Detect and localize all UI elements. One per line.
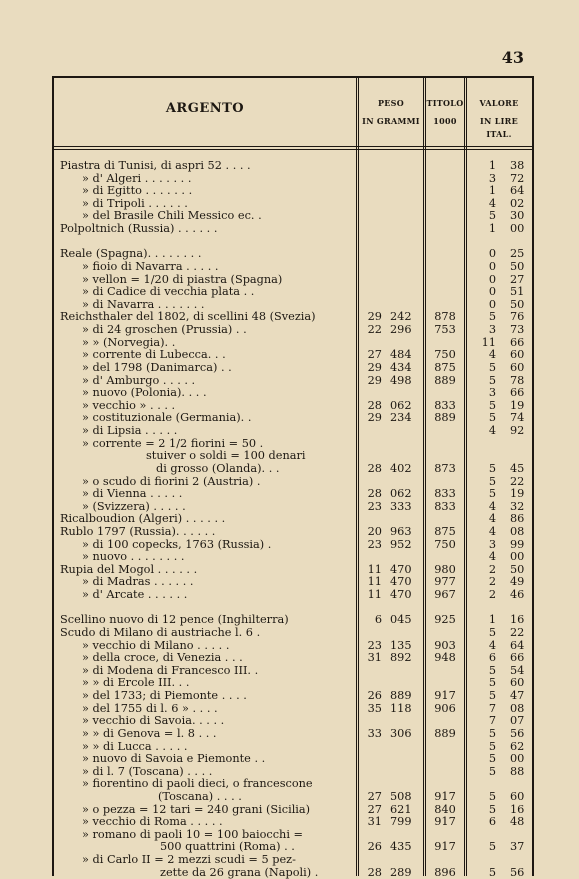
valore-centesimi: 64: [510, 638, 525, 652]
valore-lire-integer: 4: [488, 512, 496, 526]
peso-decimal: 889: [390, 689, 412, 703]
titolo-value: 977: [434, 575, 456, 589]
valore-lire-integer: 1: [488, 613, 496, 627]
valore-centesimi: 60: [510, 360, 525, 374]
titolo-value: 875: [434, 360, 456, 374]
valore-centesimi: 78: [510, 373, 525, 387]
valore-centesimi: 00: [510, 550, 525, 564]
titolo-value: 917: [434, 790, 456, 803]
valore-lire-integer: 5: [488, 676, 496, 690]
table-row: [0, 261, 579, 274]
coin-description: » di Egitto . . . . . . .: [82, 185, 193, 198]
valore-centesimi: 92: [510, 424, 525, 438]
coin-description: Polpoltnich (Russia) . . . . . .: [60, 223, 218, 236]
peso-integer: 28: [367, 398, 382, 412]
peso-integer: 26: [367, 689, 382, 703]
valore-lire-integer: 5: [488, 764, 496, 778]
coin-description: Piastra di Tunisi, di aspri 52 . . . .: [60, 160, 251, 172]
valore-centesimi: 00: [510, 222, 525, 236]
valore-lire-integer: 6: [488, 815, 496, 829]
coin-description: » vellon = 1/20 di piastra (Spagna): [82, 273, 283, 286]
valore-lire-integer: 5: [488, 790, 496, 803]
valore-centesimi: 64: [510, 184, 525, 198]
coin-description: » di Cadice di vecchia plata . .: [82, 286, 255, 299]
coin-description: » di Modena di Francesco III. .: [82, 664, 259, 677]
peso-integer: 27: [367, 790, 382, 803]
table-row: [0, 753, 579, 766]
coin-description: » di Vienna . . . . .: [82, 488, 183, 501]
valore-centesimi: 50: [510, 562, 525, 576]
peso-decimal: 498: [390, 373, 412, 387]
titolo-value: 753: [434, 323, 456, 337]
titolo-value: 878: [434, 310, 456, 324]
valore-centesimi: 50: [510, 259, 525, 273]
peso-decimal: 306: [390, 726, 412, 740]
valore-lire-integer: 5: [488, 398, 496, 412]
header-bottom-rule: [52, 146, 534, 147]
peso-decimal: 434: [390, 360, 412, 374]
valore-lire-integer: 2: [488, 588, 496, 602]
valore-lire-integer: 1: [488, 222, 496, 236]
valore-lire-integer: 0: [488, 285, 496, 299]
coin-description: Scellino nuovo di 12 pence (Inghilterra): [60, 614, 289, 627]
peso-integer: 28: [367, 461, 382, 475]
peso-integer: 27: [367, 802, 382, 816]
coin-description: » » di Ercole III. . .: [82, 677, 190, 690]
peso-integer: 29: [367, 360, 382, 374]
header-valore-line2: IN LIRE ITAL.: [479, 116, 519, 139]
table-row: [0, 551, 579, 564]
valore-lire-integer: 0: [488, 297, 496, 311]
valore-centesimi: 16: [510, 613, 525, 627]
valore-centesimi: 66: [510, 386, 525, 400]
coin-description: » di Carlo II = 2 mezzi scudi = 5 pez-: [82, 854, 296, 867]
table-row: [0, 223, 579, 236]
coin-description: (Toscana) . . . .: [158, 791, 242, 803]
valore-lire-integer: 4: [488, 524, 496, 538]
peso-decimal: 062: [390, 487, 412, 501]
header-titolo-line1: TITOLO: [426, 98, 464, 108]
valore-lire-integer: 0: [488, 259, 496, 273]
valore-lire-integer: 5: [488, 360, 496, 374]
coin-description: zette da 26 grana (Napoli) .: [160, 866, 319, 879]
valore-centesimi: 07: [510, 714, 525, 728]
coin-description: » fioio di Navarra . . . . .: [82, 260, 219, 273]
coin-description: » della croce, di Venezia . . .: [82, 652, 243, 665]
titolo-value: 906: [434, 701, 456, 715]
coin-description: stuiver o soldi = 100 denari: [146, 450, 306, 463]
valore-lire-integer: 5: [488, 411, 496, 425]
table-row: [0, 728, 579, 741]
valore-centesimi: 37: [510, 840, 525, 854]
valore-lire-integer: 5: [488, 752, 496, 766]
table-row: [0, 589, 579, 602]
coin-description: » vecchio di Milano . . . . .: [82, 639, 230, 652]
peso-integer: 20: [367, 524, 382, 538]
valore-lire-integer: 3: [488, 537, 496, 551]
titolo-value: 925: [434, 613, 456, 627]
titolo-value: 896: [434, 865, 456, 879]
valore-lire-integer: 4: [488, 424, 496, 438]
coin-description: Rupia del Mogol . . . . . .: [60, 563, 198, 576]
valore-centesimi: 49: [510, 575, 525, 589]
table-row: [0, 387, 579, 400]
header-peso-line2: IN GRAMMI: [362, 116, 420, 126]
valore-lire-integer: 5: [488, 209, 496, 223]
coin-description: Reale (Spagna). . . . . . . .: [60, 248, 202, 261]
titolo-value: 833: [434, 398, 456, 412]
coin-description: » » di Genova = l. 8 . . .: [82, 727, 217, 740]
coin-description: » di 24 groschen (Prussia) . .: [82, 324, 247, 337]
titolo-value: 750: [434, 537, 456, 551]
coin-description: » di Lipsia . . . . .: [82, 425, 178, 438]
coin-description: » d' Amburgo . . . . .: [82, 374, 196, 387]
peso-decimal: 135: [390, 638, 412, 652]
header-peso-line1: PESO: [377, 98, 405, 108]
table-row: [0, 791, 579, 804]
valore-lire-integer: 4: [488, 499, 496, 513]
valore-lire-integer: 1: [488, 184, 496, 198]
peso-integer: 35: [367, 701, 382, 715]
valore-lire-integer: 3: [488, 386, 496, 400]
peso-decimal: 435: [390, 840, 412, 854]
coin-description: » vecchio di Savoia. . . . .: [82, 715, 225, 728]
table-row: [0, 362, 579, 375]
peso-decimal: 470: [390, 562, 412, 576]
table-row: [0, 438, 579, 451]
valore-lire-integer: 7: [488, 714, 496, 728]
titolo-value: 873: [434, 461, 456, 475]
peso-integer: 11: [367, 562, 382, 576]
table-row: [0, 463, 579, 476]
coin-description: » » (Norvegia). .: [82, 336, 176, 349]
coin-description: » di l. 7 (Toscana) . . . .: [82, 765, 213, 778]
coin-description: Reichsthaler del 1802, di scellini 48 (Svezia): [60, 311, 316, 324]
peso-decimal: 621: [390, 802, 412, 816]
titolo-value: 948: [434, 651, 456, 665]
table-row: [0, 286, 579, 299]
header-titolo: [424, 97, 466, 128]
peso-integer: 28: [367, 487, 382, 501]
peso-integer: 33: [367, 726, 382, 740]
valore-lire-integer: 0: [488, 272, 496, 286]
peso-integer: 28: [367, 865, 382, 879]
table-row: [0, 652, 579, 665]
valore-centesimi: 62: [510, 739, 525, 753]
coin-description: » o pezza = 12 tari = 240 grani (Sicilia): [82, 803, 311, 816]
peso-decimal: 333: [390, 499, 412, 513]
valore-lire-integer: 5: [488, 474, 496, 488]
valore-centesimi: 56: [510, 726, 525, 740]
coin-description: » romano di paoli 10 = 100 baiocchi =: [82, 828, 303, 841]
header-valore-line1: VALORE: [479, 98, 519, 108]
coin-description: » del Brasile Chili Messico ec. .: [82, 210, 262, 223]
peso-decimal: 296: [390, 323, 412, 337]
peso-decimal: 234: [390, 411, 412, 425]
coin-description: » corrente di Lubecca. . .: [82, 349, 226, 362]
peso-integer: 23: [367, 537, 382, 551]
peso-integer: 29: [367, 373, 382, 387]
valore-lire-integer: 5: [488, 865, 496, 879]
peso-decimal: 892: [390, 651, 412, 665]
coin-description: Ricalboudion (Algeri) . . . . . .: [60, 513, 226, 526]
valore-centesimi: 27: [510, 272, 525, 286]
valore-centesimi: 02: [510, 196, 525, 210]
coin-description: » del 1755 di l. 6 » . . . .: [82, 702, 218, 715]
peso-integer: 11: [367, 588, 382, 602]
valore-centesimi: 88: [510, 764, 525, 778]
table-row: [0, 816, 579, 829]
valore-lire-integer: 5: [488, 802, 496, 816]
titolo-value: 833: [434, 499, 456, 513]
peso-integer: 22: [367, 323, 382, 337]
coin-description: » nuovo (Polonia). . . .: [82, 387, 207, 400]
table-row: [0, 425, 579, 438]
coin-description: Rublo 1797 (Russia). . . . . .: [60, 525, 216, 538]
valore-centesimi: 72: [510, 171, 525, 185]
valore-centesimi: 76: [510, 310, 525, 324]
table-row: [0, 324, 579, 337]
peso-decimal: 484: [390, 348, 412, 362]
peso-integer: 6: [374, 613, 382, 627]
coin-description: » del 1733; di Piemonte . . . .: [82, 690, 247, 703]
valore-lire-integer: 3: [488, 171, 496, 185]
peso-decimal: 470: [390, 588, 412, 602]
peso-decimal: 118: [390, 701, 412, 715]
coin-description: » d' Algeri . . . . . . .: [82, 172, 192, 185]
valore-lire-integer: 4: [488, 550, 496, 564]
table-row: [0, 627, 579, 640]
titolo-value: 889: [434, 373, 456, 387]
valore-centesimi: 50: [510, 297, 525, 311]
table-row: [0, 766, 579, 779]
coin-description: » corrente = 2 1/2 fiorini = 50 .: [82, 437, 264, 450]
coin-description: » costituzionale (Germania). .: [82, 412, 252, 425]
table-row: [0, 867, 579, 879]
header-titolo-line2: 1000: [433, 116, 457, 126]
coin-description: » vecchio di Roma . . . . .: [82, 816, 223, 829]
peso-integer: 26: [367, 840, 382, 854]
valore-centesimi: 46: [510, 588, 525, 602]
coin-description: » (Svizzera) . . . . .: [82, 500, 186, 513]
valore-lire-integer: 5: [488, 625, 496, 639]
table-row: [0, 526, 579, 539]
peso-integer: 23: [367, 638, 382, 652]
valore-lire-integer: 5: [488, 310, 496, 324]
valore-centesimi: 38: [510, 159, 525, 172]
titolo-value: 750: [434, 348, 456, 362]
coin-description: » » di Lucca . . . . .: [82, 740, 188, 753]
valore-centesimi: 22: [510, 474, 525, 488]
page-number: 43: [501, 48, 524, 67]
valore-lire-integer: 4: [488, 196, 496, 210]
coin-description: Scudo di Milano di austriache l. 6 .: [60, 626, 261, 639]
coin-description: » di Navarra . . . . . . .: [82, 298, 205, 311]
valore-centesimi: 45: [510, 461, 525, 475]
peso-integer: 31: [367, 651, 382, 665]
titolo-value: 875: [434, 524, 456, 538]
valore-centesimi: 47: [510, 689, 525, 703]
header-peso: [358, 97, 424, 128]
valore-centesimi: 25: [510, 247, 525, 261]
peso-integer: 31: [367, 815, 382, 829]
valore-centesimi: 60: [510, 348, 525, 362]
valore-centesimi: 16: [510, 802, 525, 816]
valore-lire-integer: 0: [488, 247, 496, 261]
coin-description: » fiorentino di paoli dieci, o francescone: [82, 778, 313, 791]
coin-description: » di Tripoli . . . . . .: [82, 197, 188, 210]
valore-centesimi: 19: [510, 398, 525, 412]
titolo-value: 889: [434, 726, 456, 740]
titolo-value: 840: [434, 802, 456, 816]
valore-centesimi: 30: [510, 209, 525, 223]
valore-centesimi: 56: [510, 865, 525, 879]
coin-description: » nuovo di Savoia e Piemonte . .: [82, 753, 266, 766]
valore-centesimi: 08: [510, 524, 525, 538]
peso-decimal: 402: [390, 461, 412, 475]
valore-lire-integer: 4: [488, 638, 496, 652]
titolo-value: 967: [434, 588, 456, 602]
valore-centesimi: 60: [510, 790, 525, 803]
valore-lire-integer: 5: [488, 373, 496, 387]
titolo-value: 980: [434, 562, 456, 576]
peso-integer: 11: [367, 575, 382, 589]
table-row: [0, 488, 579, 501]
coin-description: » vecchio » . . . .: [82, 399, 176, 412]
titolo-value: 833: [434, 487, 456, 501]
peso-decimal: 045: [390, 613, 412, 627]
coin-description: » o scudo di fiorini 2 (Austria) .: [82, 475, 261, 488]
valore-centesimi: 08: [510, 701, 525, 715]
titolo-value: 889: [434, 411, 456, 425]
valore-centesimi: 19: [510, 487, 525, 501]
valore-centesimi: 73: [510, 323, 525, 337]
table-row: [0, 841, 579, 854]
header-valore: [466, 97, 532, 141]
valore-centesimi: 74: [510, 411, 525, 425]
valore-lire-integer: 6: [488, 651, 496, 665]
valore-centesimi: 86: [510, 512, 525, 526]
coin-description: 500 quattrini (Roma) . .: [160, 841, 295, 854]
valore-centesimi: 66: [510, 651, 525, 665]
valore-lire-integer: 5: [488, 487, 496, 501]
valore-lire-integer: 5: [488, 689, 496, 703]
valore-centesimi: 54: [510, 663, 525, 677]
valore-centesimi: 00: [510, 752, 525, 766]
valore-centesimi: 51: [510, 285, 525, 299]
titolo-value: 903: [434, 638, 456, 652]
coin-description: » d' Arcate . . . . . .: [82, 589, 188, 602]
header-bottom-rule-2: [52, 149, 534, 150]
peso-decimal: 470: [390, 575, 412, 589]
valore-lire-integer: 1: [488, 159, 496, 172]
table-row: [0, 690, 579, 703]
coin-description: » di Madras . . . . . .: [82, 576, 194, 589]
coin-description: » di 100 copecks, 1763 (Russia) .: [82, 538, 272, 551]
valore-lire-integer: 5: [488, 461, 496, 475]
coin-description: » del 1798 (Danimarca) . .: [82, 361, 232, 374]
valore-lire-integer: 5: [488, 840, 496, 854]
valore-lire-integer: 5: [488, 663, 496, 677]
titolo-value: 917: [434, 815, 456, 829]
peso-integer: 29: [367, 310, 382, 324]
table-row: [0, 854, 579, 867]
coin-description: » nuovo . . . . . . . .: [82, 551, 185, 564]
valore-lire-integer: 2: [488, 562, 496, 576]
peso-decimal: 963: [390, 524, 412, 538]
valore-lire-integer: 2: [488, 575, 496, 589]
valore-centesimi: 99: [510, 537, 525, 551]
table-top-rule: [52, 76, 534, 78]
valore-centesimi: 60: [510, 676, 525, 690]
peso-decimal: 289: [390, 865, 412, 879]
titolo-value: 917: [434, 840, 456, 854]
valore-lire-integer: 5: [488, 726, 496, 740]
peso-decimal: 952: [390, 537, 412, 551]
valore-lire-integer: 5: [488, 739, 496, 753]
table-row: [0, 160, 579, 173]
valore-lire-integer: 4: [488, 348, 496, 362]
coin-description: di grosso (Olanda). . .: [156, 462, 280, 475]
valore-centesimi: 66: [510, 335, 525, 349]
peso-decimal: 508: [390, 790, 412, 803]
valore-centesimi: 22: [510, 625, 525, 639]
peso-integer: 23: [367, 499, 382, 513]
header-section-title: ARGENTO: [165, 101, 245, 116]
valore-centesimi: 48: [510, 815, 525, 829]
valore-lire-integer: 3: [488, 323, 496, 337]
valore-lire-integer: 11: [481, 335, 496, 349]
valore-centesimi: 32: [510, 499, 525, 513]
peso-decimal: 242: [390, 310, 412, 324]
peso-integer: 29: [367, 411, 382, 425]
peso-integer: 27: [367, 348, 382, 362]
valore-lire-integer: 7: [488, 701, 496, 715]
titolo-value: 917: [434, 689, 456, 703]
peso-decimal: 799: [390, 815, 412, 829]
peso-decimal: 062: [390, 398, 412, 412]
